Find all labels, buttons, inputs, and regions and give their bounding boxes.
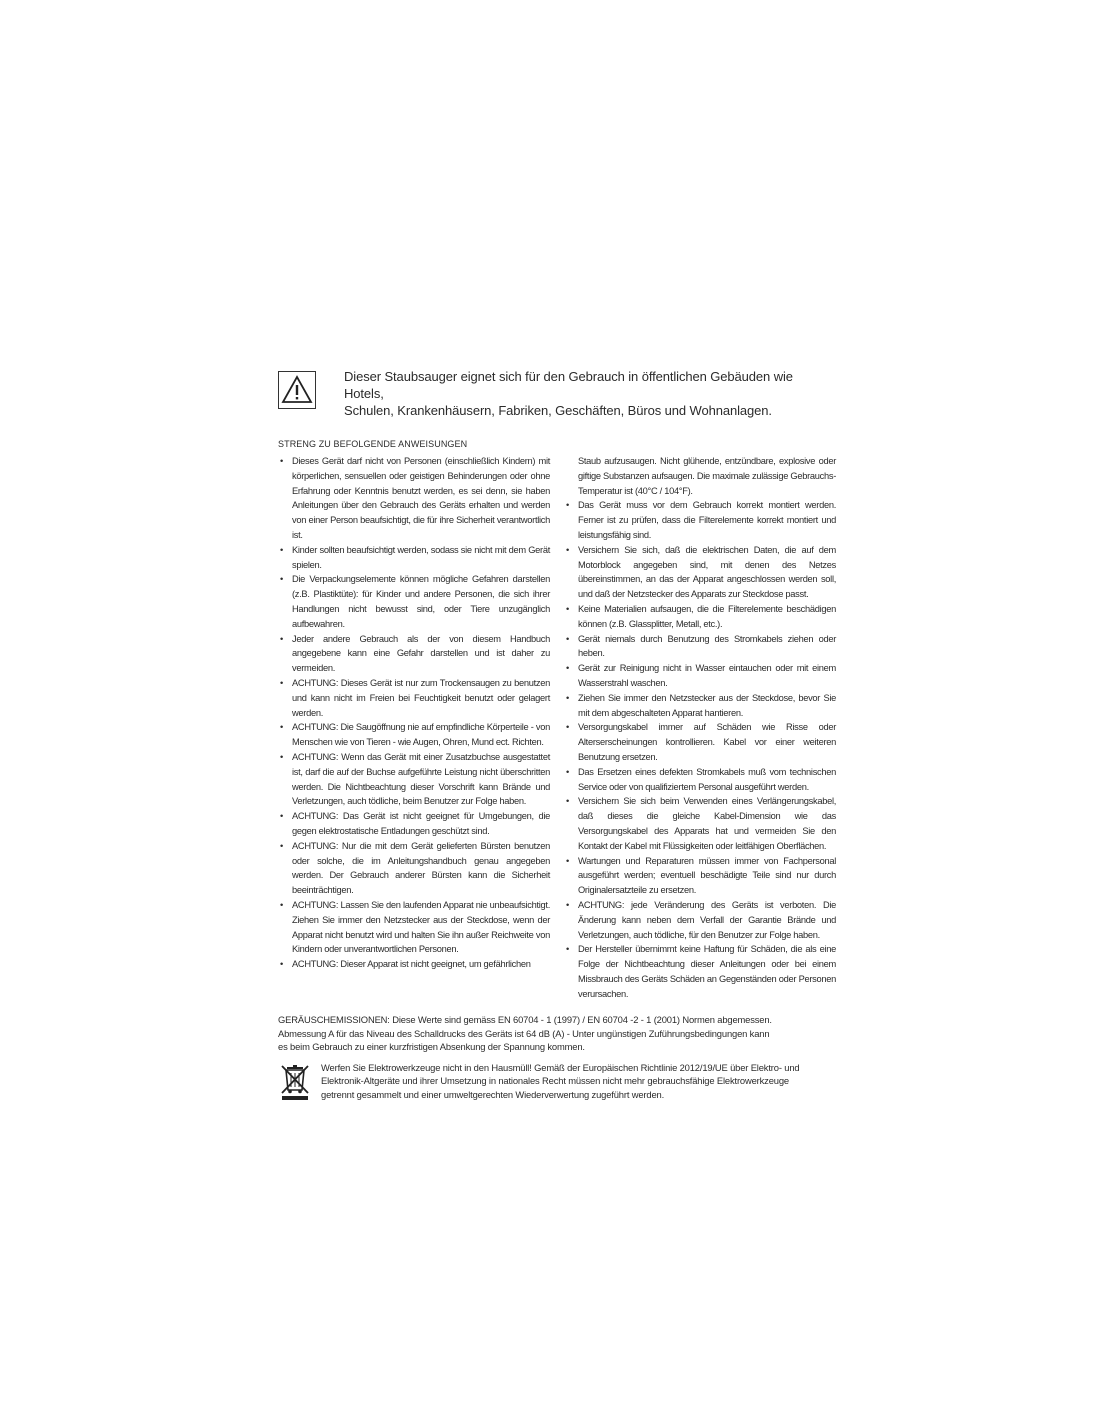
instruction-item: • Jeder andere Gebrauch als der von diesem Handbuch angegebene kann eine Gefahr darstellen und ist daher zu vermeiden. bbox=[278, 632, 550, 676]
instruction-item: • ACHTUNG: Dieser Apparat ist nicht geeignet, um gefährlichen bbox=[278, 957, 550, 972]
instruction-item: • Dieses Gerät darf nicht von Personen (einschließlich Kindern) mit körperlichen, sensuellen oder geistigen Behinderungen oder ohne Erfahrung oder Kenntnis benutzt werden, es sei denn, sie haben Anleitungen über den Gebrauch des Geräts erhalten und werden von einer Person beaufsichtigt, die für ihre Sicherheit verantwortlich ist. bbox=[278, 454, 550, 543]
instruction-item: • Gerät niemals durch Benutzung des Stromkabels ziehen oder heben. bbox=[564, 632, 836, 662]
left-column bbox=[278, 454, 550, 1001]
instruction-item: • ACHTUNG: Wenn das Gerät mit einer Zusatzbuchse ausgestattet ist, darf die auf der Buchse aufgeführte Leistung nicht überschritten werden. Die Nichtbeachtung dieser Vorschrift kann Brände und Verletzungen, auch tödliche, beim Benutzer zur Folge haben. bbox=[278, 750, 550, 809]
instruction-item: • ACHTUNG: Nur die mit dem Gerät gelieferten Bürsten benutzen oder solche, die im Anleitungshandbuch genau angegeben werden. Der Gebrauch anderer Bürsten kann die Sicherheit beeinträchtigen. bbox=[278, 839, 550, 898]
noise-line: GERÄUSCHEMISSIONEN: Diese Werte sind gemäss EN 60704 - 1 (1997) / EN 60704 -2 - 1 (2001) Normen abgemessen. bbox=[278, 1014, 772, 1026]
intro-line: Dieser Staubsauger eignet sich für den Gebrauch in öffentlichen Gebäuden wie Hotels, bbox=[344, 369, 793, 401]
instruction-item: • ACHTUNG: Die Saugöffnung nie auf empfindliche Körperteile - von Menschen wie von Tieren - wie Augen, Ohren, Mund ect. Richten. bbox=[278, 720, 550, 750]
warning-triangle-icon bbox=[278, 371, 316, 409]
intro-line: Schulen, Krankenhäusern, Fabriken, Geschäften, Büros und Wohnanlagen. bbox=[344, 403, 772, 418]
weee-section bbox=[278, 1061, 836, 1102]
right-column bbox=[564, 454, 836, 1001]
manual-page bbox=[278, 368, 836, 1101]
instruction-item: • ACHTUNG: Lassen Sie den laufenden Apparat nie unbeaufsichtigt. Ziehen Sie immer den Netzstecker aus der Steckdose, wenn der Apparat nicht benutzt wird und halten Sie ihn außer Reichweite von Kindern oder unverantwortlichen Personen. bbox=[278, 898, 550, 957]
noise-line: Abmessung A für das Niveau des Schalldrucks des Geräts ist 64 dB (A) - Unter ungünstigen Zuführungsbedingungen kann bbox=[278, 1027, 770, 1039]
instruction-item: • ACHTUNG: jede Veränderung des Geräts ist verboten. Die Änderung kann neben dem Verfall der Garantie Brände und Verletzungen, auch tödliche, für den Benutzer zur Folge haben. bbox=[564, 898, 836, 942]
weee-line: Elektronik-Altgeräte und ihrer Umsetzung in nationales Recht müssen nicht mehr gebrauchsfähige Elektrowerkzeuge bbox=[321, 1075, 789, 1087]
instruction-item: • ACHTUNG: Das Gerät ist nicht geeignet für Umgebungen, die gegen elektrostatische Entladungen geschützt sind. bbox=[278, 809, 550, 839]
instruction-item: • Versorgungskabel immer auf Schäden wie Risse oder Alterserscheinungen kontrollieren. Kabel vor einer weiteren Benutzung ersetzen. bbox=[564, 720, 836, 764]
instruction-item: • ACHTUNG: Dieses Gerät ist nur zum Trockensaugen zu benutzen und kann nicht im Freien bei Feuchtigkeit benutzt oder gelagert werden. bbox=[278, 676, 550, 720]
instruction-item: • Der Hersteller übernimmt keine Haftung für Schäden, die als eine Folge der Nichtbeachtung dieser Anleitungen oder bei einem Missbrauch des Geräts Schäden an Gegenständen oder Personen verursachen. bbox=[564, 942, 836, 1001]
instruction-item: • Kinder sollten beaufsichtigt werden, sodass sie nicht mit dem Gerät spielen. bbox=[278, 543, 550, 573]
instruction-item: • Wartungen und Reparaturen müssen immer von Fachpersonal ausgeführt werden; eventuell beschädigte Teile sind nur durch Originalersatzteile zu ersetzen. bbox=[564, 854, 836, 898]
instruction-continuation: Staub aufzusaugen. Nicht glühende, entzündbare, explosive oder giftige Substanzen aufsaugen. Die maximale zulässige Gebrauchs-Temperatur ist (40°C / 104°F). bbox=[578, 456, 836, 496]
instruction-item: • Keine Materialien aufsaugen, die die Filterelemente beschädigen können (z.B. Glassplitter, Metall, etc.). bbox=[564, 602, 836, 632]
instruction-item: • Das Gerät muss vor dem Gebrauch korrekt montiert werden. Ferner ist zu prüfen, dass die Filterelemente korrekt montiert und leistungsfähig sind. bbox=[564, 498, 836, 542]
weee-line: Werfen Sie Elektrowerkzeuge nicht in den Hausmüll! Gemäß der Europäischen Richtlinie 2012/19/UE über Elektro- und bbox=[321, 1061, 800, 1073]
instruction-item: • Versichern Sie sich beim Verwenden eines Verlängerungskabel, daß dieses die gleiche Kabel-Dimension wie das Versorgungskabel des Apparats hat und vermeiden Sie den Kontakt der Kabel mit Flüssigkeiten oder leitfähigen Oberflächen. bbox=[564, 794, 836, 853]
instruction-item: • Gerät zur Reinigung nicht in Wasser eintauchen oder mit einem Wasserstrahl waschen. bbox=[564, 661, 836, 691]
section-heading: STRENG ZU BEFOLGENDE ANWEISUNGEN bbox=[278, 439, 468, 449]
intro-section bbox=[278, 368, 836, 419]
weee-line: getrennt gesammelt und einer umweltgerechten Wiederverwertung zugeführt werden. bbox=[321, 1088, 665, 1100]
noise-emissions-section bbox=[278, 1013, 836, 1054]
instruction-item: • Das Ersetzen eines defekten Stromkabels muß vom technischen Service oder von qualifiziertem Personal ausgeführt werden. bbox=[564, 765, 836, 795]
instruction-item: • Die Verpackungselemente können mögliche Gefahren darstellen (z.B. Plastiktüte): für Kinder und andere Personen, die sich ihrer Handlungen nicht bewusst sind, oder Tiere unzugänglich aufbewahren. bbox=[278, 572, 550, 631]
intro-text bbox=[344, 368, 836, 419]
instructions-columns bbox=[278, 454, 836, 1001]
crossed-out-wheelie-bin-icon bbox=[278, 1063, 312, 1101]
instruction-item: • Ziehen Sie immer den Netzstecker aus der Steckdose, bevor Sie mit dem abgeschalteten Apparat hantieren. bbox=[564, 691, 836, 721]
noise-line: es beim Gebrauch zu einer kurzfristigen Absenkung der Spannung kommen. bbox=[278, 1041, 585, 1053]
weee-text bbox=[321, 1061, 799, 1102]
instruction-item: • Versichern Sie sich, daß die elektrischen Daten, die auf dem Motorblock angegeben sind, mit denen des Netzes übereinstimmen, an das der Apparat angeschlossen werden soll, und daß der Netzstecker des Apparats zur Steckdose passt. bbox=[564, 543, 836, 602]
